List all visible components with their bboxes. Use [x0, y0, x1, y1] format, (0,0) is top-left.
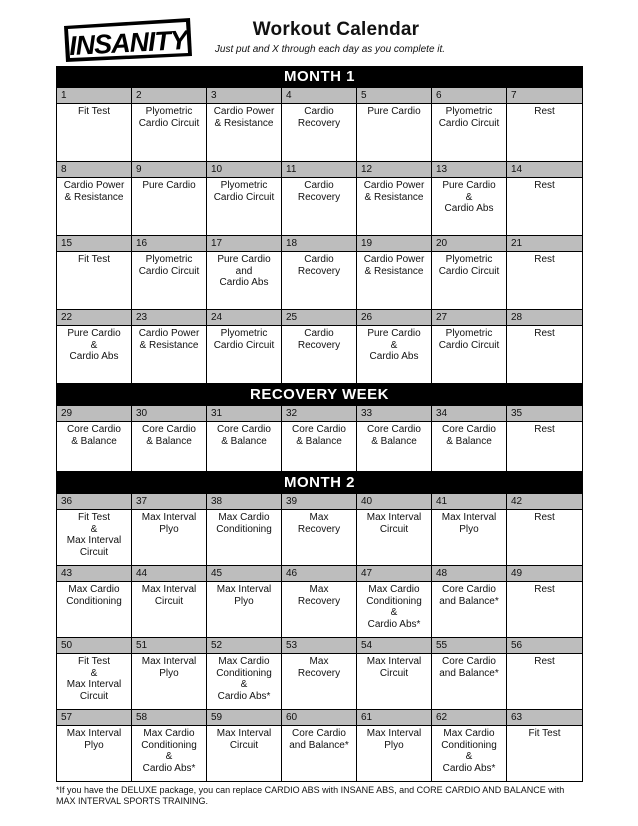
- workout-label: Cardio Power & Resistance: [363, 180, 425, 203]
- day-cell[interactable]: [507, 494, 582, 565]
- day-number: 44: [132, 566, 206, 582]
- day-cell[interactable]: [282, 162, 357, 235]
- workout-label: Cardio Recovery: [297, 254, 341, 277]
- workout-label: Core Cardio & Balance: [142, 424, 196, 447]
- workout-label: Core Cardio and Balance*: [439, 584, 499, 607]
- day-number: 57: [57, 710, 131, 726]
- day-cell[interactable]: [57, 236, 132, 309]
- day-number: 36: [57, 494, 131, 510]
- day-number: 41: [432, 494, 506, 510]
- day-cell[interactable]: [282, 710, 357, 781]
- workout-label: Plyometric Cardio Circuit: [138, 254, 200, 277]
- day-cell[interactable]: [57, 162, 132, 235]
- day-cell[interactable]: [57, 406, 132, 471]
- day-cell[interactable]: [432, 406, 507, 471]
- day-cell[interactable]: [357, 88, 432, 161]
- workout-label: Plyometric Cardio Circuit: [438, 254, 500, 277]
- day-cell[interactable]: [357, 310, 432, 383]
- workout-label: Fit Test & Max Interval Circuit: [66, 656, 122, 702]
- day-cell[interactable]: [507, 310, 582, 383]
- workout-label: Fit Test: [528, 728, 561, 739]
- day-number: 18: [282, 236, 356, 252]
- week-row: [57, 162, 582, 236]
- workout-label: Core Cardio & Balance: [442, 424, 496, 447]
- day-cell[interactable]: [432, 236, 507, 309]
- day-number: 6: [432, 88, 506, 104]
- day-number: 58: [132, 710, 206, 726]
- day-number: 45: [207, 566, 281, 582]
- day-number: 63: [507, 710, 582, 726]
- day-cell[interactable]: [207, 406, 282, 471]
- day-number: 39: [282, 494, 356, 510]
- workout-label: Cardio Recovery: [297, 180, 341, 203]
- week-row: [57, 638, 582, 710]
- day-number: 50: [57, 638, 131, 654]
- workout-label: Plyometric Cardio Circuit: [138, 106, 200, 129]
- week-row: [57, 494, 582, 566]
- day-number: 38: [207, 494, 281, 510]
- day-number: 3: [207, 88, 281, 104]
- workout-label: Max Cardio Conditioning & Cardio Abs*: [141, 728, 197, 774]
- workout-label: Cardio Power & Resistance: [213, 106, 275, 129]
- day-number: 35: [507, 406, 582, 422]
- day-cell[interactable]: [282, 310, 357, 383]
- day-number: 15: [57, 236, 131, 252]
- workout-label: Core Cardio and Balance*: [439, 656, 499, 679]
- day-cell[interactable]: [357, 710, 432, 781]
- day-number: 62: [432, 710, 506, 726]
- day-cell[interactable]: [132, 638, 207, 709]
- day-number: 9: [132, 162, 206, 178]
- week-row: [57, 710, 582, 782]
- day-number: 11: [282, 162, 356, 178]
- workout-label: Max Interval Plyo: [366, 728, 422, 751]
- day-cell[interactable]: [57, 310, 132, 383]
- workout-label: Plyometric Cardio Circuit: [438, 106, 500, 129]
- day-number: 14: [507, 162, 582, 178]
- workout-label: Plyometric Cardio Circuit: [438, 328, 500, 351]
- day-cell[interactable]: [507, 236, 582, 309]
- day-number: 21: [507, 236, 582, 252]
- workout-label: Rest: [534, 254, 555, 265]
- day-cell[interactable]: [57, 638, 132, 709]
- day-cell[interactable]: [57, 710, 132, 781]
- day-cell[interactable]: [507, 162, 582, 235]
- workout-label: Max Interval Circuit: [366, 656, 422, 679]
- workout-label: Max Cardio Conditioning & Cardio Abs*: [216, 656, 272, 702]
- week-row: [57, 566, 582, 638]
- workout-label: Cardio Power & Resistance: [138, 328, 200, 351]
- workout-label: Max Cardio Conditioning & Cardio Abs*: [366, 584, 422, 630]
- day-cell[interactable]: [207, 710, 282, 781]
- workout-label: Max Interval Circuit: [216, 728, 272, 751]
- day-cell[interactable]: [132, 406, 207, 471]
- day-number: 59: [207, 710, 281, 726]
- page-subtitle: Just put and X through each day as you complete it.: [214, 44, 446, 55]
- day-number: 46: [282, 566, 356, 582]
- day-number: 48: [432, 566, 506, 582]
- workout-label: Core Cardio & Balance: [367, 424, 421, 447]
- day-cell[interactable]: [207, 310, 282, 383]
- day-cell[interactable]: [357, 236, 432, 309]
- day-number: 13: [432, 162, 506, 178]
- day-number: 19: [357, 236, 431, 252]
- page-header: [0, 0, 638, 66]
- day-number: 24: [207, 310, 281, 326]
- day-number: 17: [207, 236, 281, 252]
- day-number: 28: [507, 310, 582, 326]
- workout-label: Fit Test: [77, 254, 111, 265]
- day-cell[interactable]: [57, 566, 132, 637]
- day-cell[interactable]: [207, 88, 282, 161]
- day-cell[interactable]: [357, 566, 432, 637]
- day-number: 4: [282, 88, 356, 104]
- day-number: 52: [207, 638, 281, 654]
- workout-label: Core Cardio and Balance*: [289, 728, 349, 751]
- workout-label: Pure Cardio & Cardio Abs: [367, 328, 421, 362]
- day-cell[interactable]: [282, 236, 357, 309]
- week-row: [57, 310, 582, 384]
- week-row: [57, 236, 582, 310]
- page-title: Workout Calendar: [252, 19, 420, 40]
- workout-label: Max Interval Plyo: [141, 656, 197, 679]
- day-number: 25: [282, 310, 356, 326]
- day-cell[interactable]: [507, 566, 582, 637]
- day-cell[interactable]: [507, 710, 582, 781]
- day-cell[interactable]: [282, 88, 357, 161]
- day-number: 32: [282, 406, 356, 422]
- svg-text:INSANITY: INSANITY: [68, 24, 188, 62]
- day-cell[interactable]: [207, 162, 282, 235]
- day-number: 8: [57, 162, 131, 178]
- day-cell[interactable]: [132, 162, 207, 235]
- workout-label: Core Cardio & Balance: [67, 424, 121, 447]
- workout-label: Core Cardio & Balance: [292, 424, 346, 447]
- workout-label: Fit Test: [77, 106, 111, 117]
- day-cell[interactable]: [207, 638, 282, 709]
- day-cell[interactable]: [132, 236, 207, 309]
- day-cell[interactable]: [432, 310, 507, 383]
- workout-label: Pure Cardio & Cardio Abs: [67, 328, 121, 362]
- day-number: 61: [357, 710, 431, 726]
- day-number: 51: [132, 638, 206, 654]
- day-number: 23: [132, 310, 206, 326]
- workout-label: Rest: [534, 106, 555, 117]
- day-number: 55: [432, 638, 506, 654]
- workout-label: Pure Cardio: [367, 106, 421, 117]
- workout-label: Rest: [534, 584, 555, 595]
- workout-label: Cardio Power & Resistance: [63, 180, 125, 203]
- day-cell[interactable]: [357, 162, 432, 235]
- section-header-month-1: MONTH 1: [57, 66, 582, 88]
- day-number: 40: [357, 494, 431, 510]
- day-number: 22: [57, 310, 131, 326]
- workout-label: Max Interval Plyo: [441, 512, 497, 535]
- day-number: 34: [432, 406, 506, 422]
- week-row: [57, 88, 582, 162]
- day-cell[interactable]: [282, 566, 357, 637]
- day-number: 37: [132, 494, 206, 510]
- day-cell[interactable]: [507, 406, 582, 471]
- day-cell[interactable]: [357, 406, 432, 471]
- day-number: 54: [357, 638, 431, 654]
- day-cell[interactable]: [132, 710, 207, 781]
- day-number: 42: [507, 494, 582, 510]
- workout-label: Rest: [534, 424, 555, 435]
- day-number: 33: [357, 406, 431, 422]
- day-number: 10: [207, 162, 281, 178]
- insanity-logo: [62, 16, 194, 64]
- day-cell[interactable]: [507, 88, 582, 161]
- day-cell[interactable]: [357, 638, 432, 709]
- day-number: 31: [207, 406, 281, 422]
- day-cell[interactable]: [132, 310, 207, 383]
- day-number: 49: [507, 566, 582, 582]
- day-cell[interactable]: [282, 406, 357, 471]
- workout-label: Plyometric Cardio Circuit: [213, 180, 275, 203]
- workout-label: Pure Cardio: [142, 180, 196, 191]
- day-number: 16: [132, 236, 206, 252]
- day-number: 29: [57, 406, 131, 422]
- workout-label: Pure Cardio & Cardio Abs: [442, 180, 496, 214]
- day-number: 26: [357, 310, 431, 326]
- day-number: 47: [357, 566, 431, 582]
- workout-label: Max Interval Circuit: [141, 584, 197, 607]
- workout-label: Max Interval Plyo: [66, 728, 122, 751]
- workout-label: Cardio Recovery: [297, 328, 341, 351]
- workout-label: Rest: [534, 512, 555, 523]
- day-cell[interactable]: [207, 566, 282, 637]
- day-cell[interactable]: [282, 638, 357, 709]
- day-number: 53: [282, 638, 356, 654]
- day-cell[interactable]: [132, 494, 207, 565]
- workout-label: Max Interval Plyo: [141, 512, 197, 535]
- day-cell[interactable]: [282, 494, 357, 565]
- workout-label: Rest: [534, 180, 555, 191]
- day-cell[interactable]: [207, 236, 282, 309]
- workout-label: Rest: [534, 656, 555, 667]
- workout-label: Max Cardio Conditioning: [216, 512, 272, 535]
- day-number: 60: [282, 710, 356, 726]
- workout-label: Cardio Power & Resistance: [363, 254, 425, 277]
- workout-label: Cardio Recovery: [297, 106, 341, 129]
- workout-label: Rest: [534, 328, 555, 339]
- workout-label: Max Cardio Conditioning & Cardio Abs*: [441, 728, 497, 774]
- day-cell[interactable]: [432, 162, 507, 235]
- day-number: 2: [132, 88, 206, 104]
- day-cell[interactable]: [132, 566, 207, 637]
- workout-label: Max Interval Plyo: [216, 584, 272, 607]
- workout-label: Max Recovery: [297, 656, 341, 679]
- workout-label: Max Cardio Conditioning: [66, 584, 122, 607]
- day-cell[interactable]: [357, 494, 432, 565]
- workout-label: Pure Cardio and Cardio Abs: [217, 254, 271, 288]
- day-cell[interactable]: [507, 638, 582, 709]
- day-number: 1: [57, 88, 131, 104]
- day-number: 7: [507, 88, 582, 104]
- day-cell[interactable]: [432, 638, 507, 709]
- day-cell[interactable]: [57, 494, 132, 565]
- workout-label: Max Interval Circuit: [366, 512, 422, 535]
- day-number: 43: [57, 566, 131, 582]
- day-cell[interactable]: [132, 88, 207, 161]
- day-cell[interactable]: [432, 710, 507, 781]
- footnote: *If you have the DELUXE package, you can replace CARDIO ABS with INSANE ABS, and CORE CARDIO AND BALANCE with MAX INTERVAL SPORTS TRAINING.: [56, 785, 565, 806]
- day-cell[interactable]: [57, 88, 132, 161]
- day-number: 56: [507, 638, 582, 654]
- workout-label: Fit Test & Max Interval Circuit: [66, 512, 122, 558]
- workout-label: Max Recovery: [297, 584, 341, 607]
- day-number: 27: [432, 310, 506, 326]
- workout-calendar: [56, 66, 583, 782]
- workout-label: Core Cardio & Balance: [217, 424, 271, 447]
- workout-label: Max Recovery: [297, 512, 341, 535]
- day-cell[interactable]: [207, 494, 282, 565]
- day-cell[interactable]: [432, 494, 507, 565]
- workout-label: Plyometric Cardio Circuit: [213, 328, 275, 351]
- day-number: 5: [357, 88, 431, 104]
- week-row: [57, 406, 582, 472]
- day-number: 12: [357, 162, 431, 178]
- day-cell[interactable]: [432, 88, 507, 161]
- section-header-recovery-week: RECOVERY WEEK: [57, 384, 582, 406]
- day-number: 20: [432, 236, 506, 252]
- day-number: 30: [132, 406, 206, 422]
- day-cell[interactable]: [432, 566, 507, 637]
- section-header-month-2: MONTH 2: [57, 472, 582, 494]
